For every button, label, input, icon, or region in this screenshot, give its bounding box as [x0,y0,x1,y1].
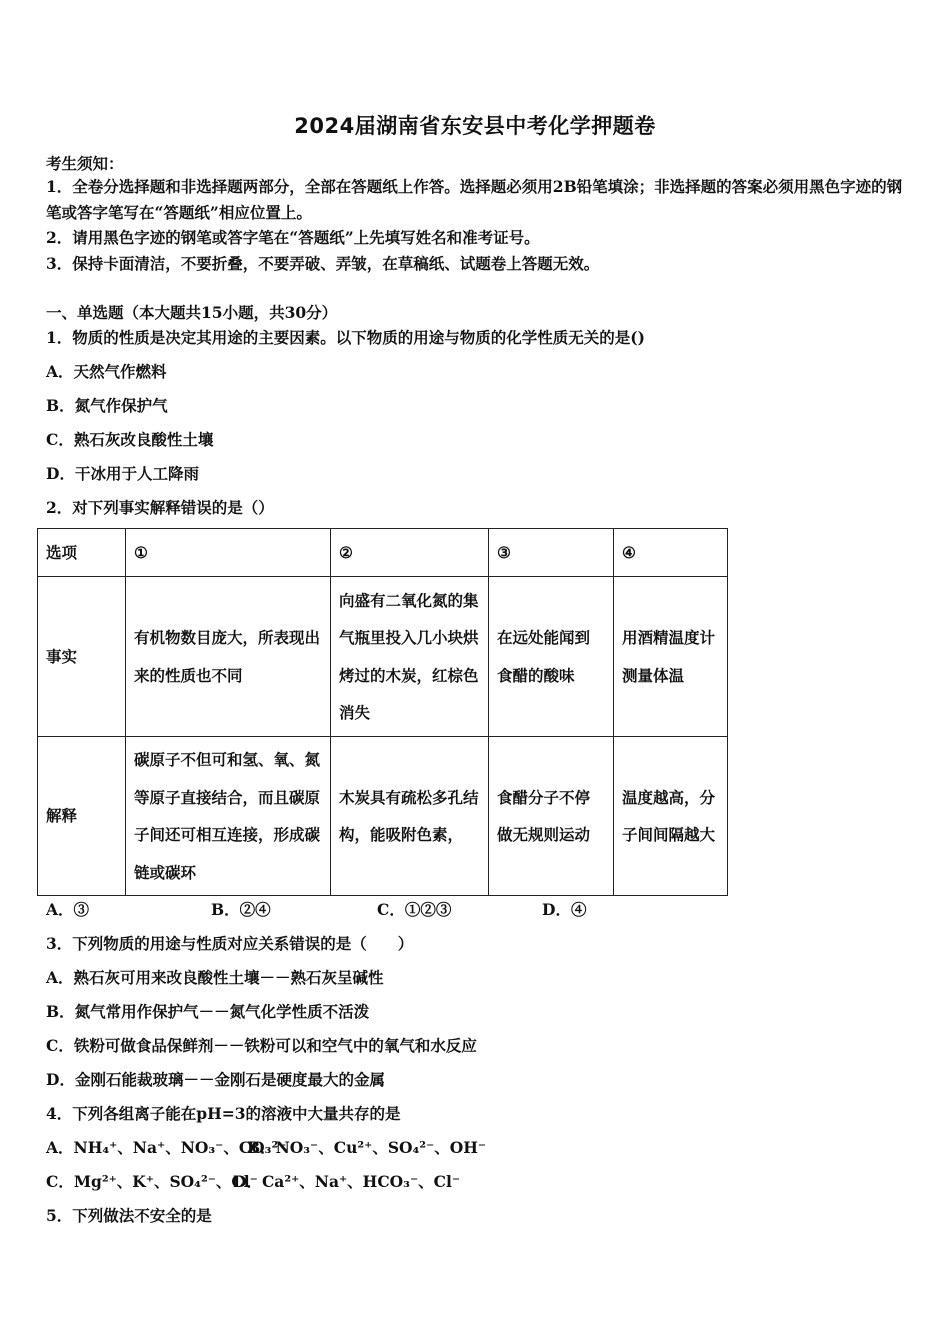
q3-option-b: B．氮气常用作保护气－－氮气化学性质不活泼 [46,1002,370,1021]
table-cell: 有机物数目庞大，所表现出来的性质也不同 [126,577,331,737]
page-title: 2024届湖南省东安县中考化学押题卷 [294,114,656,138]
table-header-row [38,529,728,577]
section-heading: 一、单选题（本大题共15小题，共30分） [46,303,338,322]
table-header-cell: ① [126,529,331,577]
q4-option-b: B．NO₃⁻、Cu²⁺、SO₄²⁻、OH⁻ [247,1138,487,1157]
q4-stem: 4．下列各组离子能在pH=3的溶液中大量共存的是 [46,1104,401,1123]
q3-option-a: A．熟石灰可用来改良酸性土壤－－熟石灰呈碱性 [46,968,384,987]
q1-option-c: C．熟石灰改良酸性土壤 [46,430,214,449]
table-cell: 食醋分子不停做无规则运动 [489,737,614,896]
table-cell: 碳原子不但可和氢、氧、氮等原子直接结合，而且碳原子间还可相互连接，形成碳链或碳环 [126,737,331,896]
table-cell: 用酒精温度计测量体温 [614,577,728,737]
q2-table [37,528,728,896]
notice-item: 2．请用黑色字迹的钢笔或答字笔在“答题纸”上先填写姓名和准考证号。 [46,228,540,247]
q4-option-d: D．Ca²⁺、Na⁺、HCO₃⁻、Cl⁻ [233,1172,461,1191]
table-cell: 在远处能闻到食醋的酸味 [489,577,614,737]
table-cell: 向盛有二氧化氮的集气瓶里投入几小块烘烤过的木炭，红棕色消失 [331,577,489,737]
notice-list [46,174,906,276]
row-label: 解释 [38,737,126,896]
q3-option-c: C．铁粉可做食品保鲜剂－－铁粉可以和空气中的氧气和水反应 [46,1036,477,1055]
table-row-explain [38,737,728,896]
q2-option-d: D．④ [542,900,587,919]
q4-option-a: A．NH₄⁺、Na⁺、NO₃⁻、CO₃²⁻ [46,1138,287,1157]
q2-option-c: C．①②③ [377,900,452,919]
notice-heading: 考生须知： [46,154,124,173]
q1-option-d: D．干冰用于人工降雨 [46,464,199,483]
notice-item: 1．全卷分选择题和非选择题两部分，全部在答题纸上作答。选择题必须用2B铅笔填涂；非选择题的答案必须用黑色字迹的钢笔或答字笔写在“答题纸”相应位置上。 [46,177,903,222]
table-header-cell: ③ [489,529,614,577]
table-cell: 木炭具有疏松多孔结构，能吸附色素， [331,737,489,896]
q1-stem: 1．物质的性质是决定其用途的主要因素。以下物质的用途与物质的化学性质无关的是() [46,328,645,347]
q2-stem: 2．对下列事实解释错误的是（） [46,498,274,517]
table-header-cell: ④ [614,529,728,577]
q3-option-d: D．金刚石能裁玻璃－－金刚石是硬度最大的金属 [46,1070,385,1089]
q2-option-a: A．③ [46,900,90,919]
table-header-cell: 选项 [38,529,126,577]
q3-stem: 3．下列物质的用途与性质对应关系错误的是（ ） [46,934,414,953]
table-header-cell: ② [331,529,489,577]
notice-item: 3．保持卡面清洁，不要折叠，不要弄破、弄皱，在草稿纸、试题卷上答题无效。 [46,253,600,273]
table-cell: 温度越高，分子间间隔越大 [614,737,728,896]
q1-option-b: B．氮气作保护气 [46,396,168,415]
q2-option-b: B．②④ [211,900,271,919]
q4-option-c: C．Mg²⁺、K⁺、SO₄²⁻、Cl⁻ [46,1172,258,1191]
q5-stem: 5．下列做法不安全的是 [46,1206,212,1225]
table-row-fact [38,577,728,737]
q1-option-a: A．天然气作燃料 [46,362,167,381]
row-label: 事实 [38,577,126,737]
